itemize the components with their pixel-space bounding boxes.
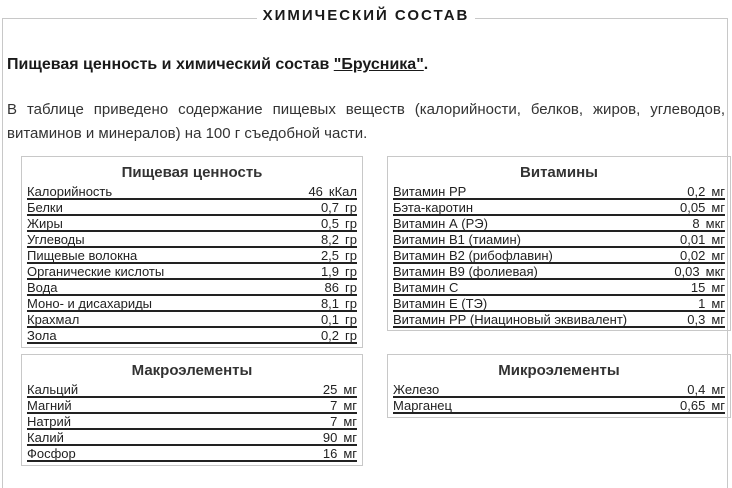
table-row [27, 312, 357, 328]
nutrient-name: Калорийность [27, 184, 113, 199]
nutrient-name: Бэта-каротин [393, 200, 474, 215]
amount-unit: гр [345, 200, 357, 215]
amount-value: 0,3 [687, 312, 706, 327]
table-title: Витамины [520, 164, 598, 181]
amount-unit: мг [343, 414, 357, 429]
table-row [393, 184, 725, 200]
nutrient-amount [687, 382, 725, 396]
nutrient-amount [680, 398, 725, 412]
nutrient-name: Витамин В1 (тиамин) [393, 232, 521, 247]
nutrient-name: Натрий [27, 414, 72, 429]
amount-value: 0,2 [320, 328, 340, 343]
amount-value: 8,2 [320, 232, 340, 247]
amount-unit: гр [345, 264, 357, 279]
nutrient-name: Витамин В9 (фолиевая) [393, 264, 538, 279]
amount-unit: мг [711, 184, 725, 199]
nutrient-name: Белки [27, 200, 63, 215]
table-row [27, 328, 357, 344]
table-row [27, 184, 357, 200]
table-row [393, 216, 725, 232]
amount-value: 7 [330, 414, 338, 429]
nutrient-name: Магний [27, 398, 72, 413]
page-subtitle: Пищевая ценность и химический состав "Брусника". [7, 56, 429, 73]
nutrient-name: Витамин В2 (рибофлавин) [393, 248, 553, 263]
table-title: Микроэлементы [498, 362, 620, 379]
nutrient-amount [321, 216, 357, 230]
nutrient-amount [674, 264, 725, 278]
table-row [27, 414, 357, 430]
nutrient-name: Витамин А (РЭ) [393, 216, 488, 231]
section-title: ХИМИЧЕСКИЙ СОСТАВ [0, 7, 732, 24]
table-row [27, 446, 357, 462]
table-row [393, 248, 725, 264]
amount-value: 8,1 [320, 296, 340, 311]
nutrient-amount [680, 248, 725, 262]
amount-unit: гр [345, 248, 357, 263]
nutrient-name: Калий [27, 430, 64, 445]
amount-unit: мг [711, 232, 725, 247]
product-link[interactable]: "Брусника" [333, 56, 424, 73]
table-row [393, 312, 725, 328]
amount-unit: кКал [328, 184, 357, 199]
nutrient-name: Кальций [27, 382, 79, 397]
table-row [393, 200, 725, 216]
nutrient-name: Жиры [27, 216, 63, 231]
table-row [27, 216, 357, 232]
nutrient-name: Моно- и дисахариды [27, 296, 153, 311]
nutrition-table [21, 156, 363, 348]
table-row [27, 232, 357, 248]
nutrient-amount [323, 382, 357, 396]
amount-unit: гр [345, 296, 357, 311]
amount-value: 46 [308, 184, 323, 199]
nutrient-amount [325, 280, 357, 294]
amount-value: 2,5 [320, 248, 340, 263]
macro-elements-table [21, 354, 363, 466]
amount-value: 25 [322, 382, 338, 397]
table-row [27, 430, 357, 446]
nutrient-amount [321, 264, 357, 278]
amount-value: 16 [322, 446, 338, 461]
nutrient-amount [323, 430, 357, 444]
amount-unit: мг [711, 296, 725, 311]
nutrient-amount [687, 312, 725, 326]
amount-unit: мг [711, 382, 725, 397]
table-row [27, 398, 357, 414]
amount-value: 0,1 [320, 312, 340, 327]
amount-value: 90 [322, 430, 338, 445]
table-title: Пищевая ценность [121, 164, 263, 181]
amount-unit: мг [343, 430, 357, 445]
nutrient-name: Витамин РР (Ниациновый эквивалент) [393, 312, 628, 327]
amount-value: 7 [330, 398, 338, 413]
nutrient-name: Витамин С [393, 280, 459, 295]
amount-value: 0,01 [680, 232, 706, 247]
amount-unit: мкг [705, 264, 725, 279]
amount-unit: мг [711, 200, 725, 215]
amount-unit: мкг [705, 216, 725, 231]
table-row [393, 382, 725, 398]
micro-elements-table [387, 354, 731, 418]
nutrient-amount [321, 296, 357, 310]
table-row [393, 232, 725, 248]
amount-value: 86 [324, 280, 340, 295]
nutrient-amount [321, 232, 357, 246]
amount-value: 1 [698, 296, 706, 311]
table-row [27, 280, 357, 296]
nutrient-name: Вода [27, 280, 58, 295]
table-row [27, 248, 357, 264]
amount-unit: мг [711, 312, 725, 327]
nutrient-name: Углеводы [27, 232, 85, 247]
nutrient-amount [321, 200, 357, 214]
amount-value: 0,03 [674, 264, 700, 279]
amount-unit: мг [343, 398, 357, 413]
amount-value: 1,9 [320, 264, 340, 279]
table-row [393, 264, 725, 280]
amount-value: 0,65 [680, 398, 706, 413]
nutrient-amount [321, 248, 357, 262]
nutrient-name: Фосфор [27, 446, 76, 461]
amount-unit: гр [345, 216, 357, 231]
nutrient-name: Витамин РР [393, 184, 467, 199]
nutrient-amount [321, 312, 357, 326]
table-row [27, 296, 357, 312]
amount-unit: мг [711, 248, 725, 263]
amount-value: 15 [690, 280, 706, 295]
amount-unit: мг [343, 382, 357, 397]
table-row [393, 280, 725, 296]
amount-value: 0,5 [320, 216, 340, 231]
table-row [27, 264, 357, 280]
intro-text: В таблице приведено содержание пищевых веществ (калорийности, белков, жиров, углеводов, витаминов и минералов) на 100 г съедобной части. [7, 101, 725, 142]
nutrient-amount [698, 296, 725, 310]
amount-unit: мг [343, 446, 357, 461]
amount-unit: гр [345, 328, 357, 343]
nutrient-amount [680, 200, 725, 214]
amount-value: 0,7 [320, 200, 340, 215]
nutrient-name: Марганец [393, 398, 452, 413]
nutrient-name: Витамин Е (ТЭ) [393, 296, 488, 311]
nutrient-name: Органические кислоты [27, 264, 165, 279]
table-row [393, 398, 725, 414]
nutrient-amount [330, 414, 357, 428]
nutrient-amount [321, 328, 357, 342]
nutrient-amount [691, 280, 725, 294]
nutrient-name: Крахмал [27, 312, 80, 327]
table-row [27, 382, 357, 398]
table-title: Макроэлементы [131, 362, 253, 379]
amount-unit: гр [345, 312, 357, 327]
table-row [393, 296, 725, 312]
vitamins-table [387, 156, 731, 331]
nutrient-amount [323, 446, 357, 460]
nutrient-name: Зола [27, 328, 57, 343]
amount-unit: мг [711, 398, 725, 413]
nutrient-name: Пищевые волокна [27, 248, 138, 263]
nutrient-amount [330, 398, 357, 412]
amount-unit: мг [711, 280, 725, 295]
table-row [27, 200, 357, 216]
nutrient-amount [308, 184, 357, 198]
nutrient-amount [692, 216, 725, 230]
amount-value: 8 [692, 216, 700, 231]
nutrient-amount [687, 184, 725, 198]
amount-value: 0,05 [680, 200, 706, 215]
nutrient-amount [680, 232, 725, 246]
amount-unit: гр [345, 280, 357, 295]
nutrient-name: Железо [393, 382, 440, 397]
amount-unit: гр [345, 232, 357, 247]
amount-value: 0,02 [680, 248, 706, 263]
amount-value: 0,4 [687, 382, 706, 397]
amount-value: 0,2 [687, 184, 706, 199]
